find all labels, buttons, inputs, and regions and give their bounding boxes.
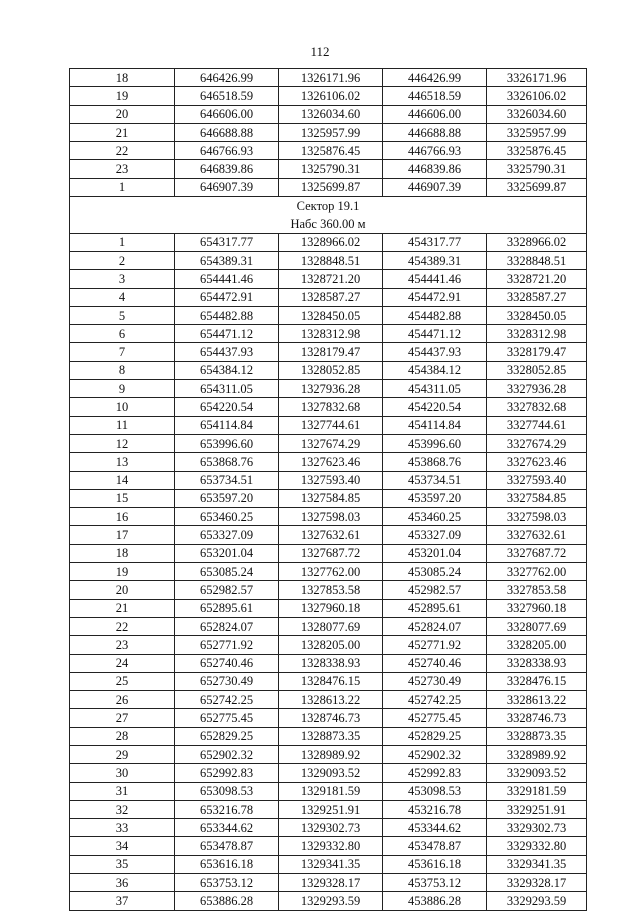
point-number-cell: 37 <box>70 892 175 910</box>
x-local-cell: 453734.51 <box>383 471 487 489</box>
table-row <box>70 563 587 581</box>
point-number-cell: 30 <box>70 764 175 782</box>
x-coord-cell: 653868.76 <box>175 453 279 471</box>
table-row <box>70 87 587 105</box>
x-coord-cell: 652740.46 <box>175 654 279 672</box>
y-coord-cell: 1329181.59 <box>279 782 383 800</box>
y-coord-cell: 1327960.18 <box>279 599 383 617</box>
y-coord-cell: 1329251.91 <box>279 800 383 818</box>
point-number-cell: 8 <box>70 361 175 379</box>
x-local-cell: 452775.45 <box>383 709 487 727</box>
y-coord-cell: 1329293.59 <box>279 892 383 910</box>
table-row <box>70 398 587 416</box>
x-coord-cell: 654317.77 <box>175 233 279 251</box>
table-row <box>70 343 587 361</box>
point-number-cell: 7 <box>70 343 175 361</box>
table-row <box>70 380 587 398</box>
x-coord-cell: 653085.24 <box>175 563 279 581</box>
x-local-cell: 452902.32 <box>383 745 487 763</box>
y-local-cell: 3327632.61 <box>487 526 587 544</box>
point-number-cell: 26 <box>70 691 175 709</box>
point-number-cell: 29 <box>70 745 175 763</box>
table-row <box>70 306 587 324</box>
y-local-cell: 3329341.35 <box>487 855 587 873</box>
x-local-cell: 446766.93 <box>383 142 487 160</box>
x-local-cell: 454114.84 <box>383 416 487 434</box>
point-number-cell: 16 <box>70 508 175 526</box>
table-body-after <box>70 233 587 910</box>
x-local-cell: 453868.76 <box>383 453 487 471</box>
point-number-cell: 21 <box>70 123 175 141</box>
y-coord-cell: 1327674.29 <box>279 434 383 452</box>
table-row <box>70 233 587 251</box>
y-coord-cell: 1328966.02 <box>279 233 383 251</box>
section-header <box>70 197 587 234</box>
y-local-cell: 3328587.27 <box>487 288 587 306</box>
table-row <box>70 764 587 782</box>
section-title-row <box>70 197 587 215</box>
x-coord-cell: 652771.92 <box>175 636 279 654</box>
point-number-cell: 14 <box>70 471 175 489</box>
point-number-cell: 28 <box>70 727 175 745</box>
y-local-cell: 3327623.46 <box>487 453 587 471</box>
point-number-cell: 5 <box>70 306 175 324</box>
table-row <box>70 142 587 160</box>
y-local-cell: 3327674.29 <box>487 434 587 452</box>
x-coord-cell: 653753.12 <box>175 874 279 892</box>
point-number-cell: 18 <box>70 69 175 87</box>
x-local-cell: 454471.12 <box>383 325 487 343</box>
x-coord-cell: 652992.83 <box>175 764 279 782</box>
y-local-cell: 3327744.61 <box>487 416 587 434</box>
x-local-cell: 453344.62 <box>383 819 487 837</box>
point-number-cell: 24 <box>70 654 175 672</box>
y-coord-cell: 1327584.85 <box>279 489 383 507</box>
x-coord-cell: 653734.51 <box>175 471 279 489</box>
table-row <box>70 874 587 892</box>
table-row <box>70 727 587 745</box>
y-coord-cell: 1327762.00 <box>279 563 383 581</box>
point-number-cell: 18 <box>70 544 175 562</box>
x-coord-cell: 653597.20 <box>175 489 279 507</box>
y-coord-cell: 1328052.85 <box>279 361 383 379</box>
y-coord-cell: 1327832.68 <box>279 398 383 416</box>
y-coord-cell: 1327623.46 <box>279 453 383 471</box>
y-local-cell: 3327832.68 <box>487 398 587 416</box>
table-row <box>70 855 587 873</box>
y-coord-cell: 1328587.27 <box>279 288 383 306</box>
y-coord-cell: 1325957.99 <box>279 123 383 141</box>
table-row <box>70 581 587 599</box>
x-local-cell: 454441.46 <box>383 270 487 288</box>
table-row <box>70 471 587 489</box>
y-coord-cell: 1326034.60 <box>279 105 383 123</box>
x-coord-cell: 646426.99 <box>175 69 279 87</box>
table-row <box>70 178 587 196</box>
table-row <box>70 636 587 654</box>
y-local-cell: 3329328.17 <box>487 874 587 892</box>
x-coord-cell: 654482.88 <box>175 306 279 324</box>
x-coord-cell: 654389.31 <box>175 251 279 269</box>
y-coord-cell: 1325699.87 <box>279 178 383 196</box>
y-coord-cell: 1327853.58 <box>279 581 383 599</box>
point-number-cell: 11 <box>70 416 175 434</box>
x-coord-cell: 653216.78 <box>175 800 279 818</box>
x-local-cell: 446518.59 <box>383 87 487 105</box>
y-local-cell: 3329293.59 <box>487 892 587 910</box>
y-coord-cell: 1327936.28 <box>279 380 383 398</box>
x-coord-cell: 653460.25 <box>175 508 279 526</box>
point-number-cell: 3 <box>70 270 175 288</box>
x-local-cell: 446426.99 <box>383 69 487 87</box>
x-local-cell: 452982.57 <box>383 581 487 599</box>
y-coord-cell: 1325790.31 <box>279 160 383 178</box>
table-row <box>70 892 587 910</box>
point-number-cell: 4 <box>70 288 175 306</box>
x-coord-cell: 653327.09 <box>175 526 279 544</box>
table-row <box>70 508 587 526</box>
point-number-cell: 23 <box>70 636 175 654</box>
y-coord-cell: 1327744.61 <box>279 416 383 434</box>
y-coord-cell: 1327632.61 <box>279 526 383 544</box>
x-coord-cell: 652824.07 <box>175 617 279 635</box>
x-local-cell: 453085.24 <box>383 563 487 581</box>
x-coord-cell: 646688.88 <box>175 123 279 141</box>
y-coord-cell: 1328848.51 <box>279 251 383 269</box>
y-coord-cell: 1328179.47 <box>279 343 383 361</box>
y-coord-cell: 1329302.73 <box>279 819 383 837</box>
x-local-cell: 454384.12 <box>383 361 487 379</box>
point-number-cell: 34 <box>70 837 175 855</box>
table-row <box>70 544 587 562</box>
x-coord-cell: 654471.12 <box>175 325 279 343</box>
section-subtitle-row <box>70 215 587 233</box>
table-row <box>70 251 587 269</box>
table-row <box>70 800 587 818</box>
table-row <box>70 691 587 709</box>
y-local-cell: 3328077.69 <box>487 617 587 635</box>
x-local-cell: 454482.88 <box>383 306 487 324</box>
x-local-cell: 454317.77 <box>383 233 487 251</box>
x-coord-cell: 646839.86 <box>175 160 279 178</box>
point-number-cell: 15 <box>70 489 175 507</box>
y-local-cell: 3328476.15 <box>487 672 587 690</box>
x-local-cell: 453098.53 <box>383 782 487 800</box>
table-body-before <box>70 69 587 197</box>
x-local-cell: 454220.54 <box>383 398 487 416</box>
table-row <box>70 672 587 690</box>
point-number-cell: 33 <box>70 819 175 837</box>
x-local-cell: 452824.07 <box>383 617 487 635</box>
y-local-cell: 3325790.31 <box>487 160 587 178</box>
table-row <box>70 526 587 544</box>
point-number-cell: 1 <box>70 233 175 251</box>
x-coord-cell: 653616.18 <box>175 855 279 873</box>
table-row <box>70 288 587 306</box>
table-row <box>70 325 587 343</box>
y-coord-cell: 1328338.93 <box>279 654 383 672</box>
x-coord-cell: 646907.39 <box>175 178 279 196</box>
y-coord-cell: 1328450.05 <box>279 306 383 324</box>
y-coord-cell: 1328476.15 <box>279 672 383 690</box>
y-local-cell: 3327762.00 <box>487 563 587 581</box>
y-coord-cell: 1327593.40 <box>279 471 383 489</box>
x-local-cell: 446606.00 <box>383 105 487 123</box>
y-coord-cell: 1328312.98 <box>279 325 383 343</box>
y-local-cell: 3328312.98 <box>487 325 587 343</box>
y-coord-cell: 1328873.35 <box>279 727 383 745</box>
y-local-cell: 3329332.80 <box>487 837 587 855</box>
x-local-cell: 453996.60 <box>383 434 487 452</box>
y-coord-cell: 1329093.52 <box>279 764 383 782</box>
x-local-cell: 453216.78 <box>383 800 487 818</box>
point-number-cell: 19 <box>70 563 175 581</box>
y-local-cell: 3326034.60 <box>487 105 587 123</box>
point-number-cell: 9 <box>70 380 175 398</box>
table-row <box>70 123 587 141</box>
x-coord-cell: 653886.28 <box>175 892 279 910</box>
y-coord-cell: 1326106.02 <box>279 87 383 105</box>
section-title: Сектор 19.1 <box>70 197 587 215</box>
point-number-cell: 21 <box>70 599 175 617</box>
point-number-cell: 6 <box>70 325 175 343</box>
point-number-cell: 31 <box>70 782 175 800</box>
y-local-cell: 3325876.45 <box>487 142 587 160</box>
y-local-cell: 3328966.02 <box>487 233 587 251</box>
y-coord-cell: 1327598.03 <box>279 508 383 526</box>
x-local-cell: 453460.25 <box>383 508 487 526</box>
y-coord-cell: 1329328.17 <box>279 874 383 892</box>
x-coord-cell: 653344.62 <box>175 819 279 837</box>
y-coord-cell: 1329341.35 <box>279 855 383 873</box>
coordinates-table <box>69 68 587 911</box>
table-row <box>70 434 587 452</box>
y-local-cell: 3329181.59 <box>487 782 587 800</box>
x-coord-cell: 653478.87 <box>175 837 279 855</box>
x-local-cell: 453597.20 <box>383 489 487 507</box>
y-local-cell: 3329302.73 <box>487 819 587 837</box>
x-local-cell: 452740.46 <box>383 654 487 672</box>
page-number: 112 <box>310 44 330 59</box>
table-row <box>70 782 587 800</box>
x-coord-cell: 654437.93 <box>175 343 279 361</box>
table-row <box>70 709 587 727</box>
x-coord-cell: 646606.00 <box>175 105 279 123</box>
x-local-cell: 446907.39 <box>383 178 487 196</box>
y-coord-cell: 1328205.00 <box>279 636 383 654</box>
x-coord-cell: 654311.05 <box>175 380 279 398</box>
y-local-cell: 3328613.22 <box>487 691 587 709</box>
x-coord-cell: 646766.93 <box>175 142 279 160</box>
y-local-cell: 3329251.91 <box>487 800 587 818</box>
x-local-cell: 452742.25 <box>383 691 487 709</box>
table-row <box>70 837 587 855</box>
y-local-cell: 3328873.35 <box>487 727 587 745</box>
point-number-cell: 10 <box>70 398 175 416</box>
x-local-cell: 454389.31 <box>383 251 487 269</box>
x-local-cell: 452730.49 <box>383 672 487 690</box>
y-local-cell: 3327584.85 <box>487 489 587 507</box>
y-local-cell: 3327853.58 <box>487 581 587 599</box>
point-number-cell: 22 <box>70 142 175 160</box>
point-number-cell: 36 <box>70 874 175 892</box>
x-local-cell: 453753.12 <box>383 874 487 892</box>
point-number-cell: 20 <box>70 105 175 123</box>
table-row <box>70 453 587 471</box>
y-coord-cell: 1328746.73 <box>279 709 383 727</box>
table-row <box>70 69 587 87</box>
point-number-cell: 22 <box>70 617 175 635</box>
x-coord-cell: 646518.59 <box>175 87 279 105</box>
point-number-cell: 27 <box>70 709 175 727</box>
table-row <box>70 416 587 434</box>
section-subtitle: Набс 360.00 м <box>70 215 587 233</box>
x-coord-cell: 652742.25 <box>175 691 279 709</box>
table-row <box>70 361 587 379</box>
x-coord-cell: 652895.61 <box>175 599 279 617</box>
y-local-cell: 3328205.00 <box>487 636 587 654</box>
y-local-cell: 3328179.47 <box>487 343 587 361</box>
x-coord-cell: 654384.12 <box>175 361 279 379</box>
y-local-cell: 3328848.51 <box>487 251 587 269</box>
table-row <box>70 617 587 635</box>
y-local-cell: 3329093.52 <box>487 764 587 782</box>
x-coord-cell: 653201.04 <box>175 544 279 562</box>
x-local-cell: 452771.92 <box>383 636 487 654</box>
x-local-cell: 454311.05 <box>383 380 487 398</box>
x-local-cell: 453478.87 <box>383 837 487 855</box>
y-local-cell: 3328052.85 <box>487 361 587 379</box>
point-number-cell: 32 <box>70 800 175 818</box>
x-coord-cell: 652829.25 <box>175 727 279 745</box>
x-local-cell: 454437.93 <box>383 343 487 361</box>
point-number-cell: 35 <box>70 855 175 873</box>
x-coord-cell: 652730.49 <box>175 672 279 690</box>
table-row <box>70 105 587 123</box>
x-coord-cell: 653098.53 <box>175 782 279 800</box>
x-coord-cell: 652902.32 <box>175 745 279 763</box>
x-local-cell: 446688.88 <box>383 123 487 141</box>
x-local-cell: 453886.28 <box>383 892 487 910</box>
y-local-cell: 3325699.87 <box>487 178 587 196</box>
y-local-cell: 3328989.92 <box>487 745 587 763</box>
x-local-cell: 454472.91 <box>383 288 487 306</box>
y-coord-cell: 1328989.92 <box>279 745 383 763</box>
y-coord-cell: 1326171.96 <box>279 69 383 87</box>
x-coord-cell: 652982.57 <box>175 581 279 599</box>
x-coord-cell: 654114.84 <box>175 416 279 434</box>
y-local-cell: 3328338.93 <box>487 654 587 672</box>
y-local-cell: 3325957.99 <box>487 123 587 141</box>
table-row <box>70 270 587 288</box>
y-local-cell: 3327687.72 <box>487 544 587 562</box>
table-row <box>70 745 587 763</box>
y-local-cell: 3328450.05 <box>487 306 587 324</box>
y-local-cell: 3326106.02 <box>487 87 587 105</box>
point-number-cell: 12 <box>70 434 175 452</box>
y-local-cell: 3326171.96 <box>487 69 587 87</box>
point-number-cell: 20 <box>70 581 175 599</box>
x-local-cell: 452992.83 <box>383 764 487 782</box>
point-number-cell: 13 <box>70 453 175 471</box>
y-local-cell: 3327598.03 <box>487 508 587 526</box>
x-coord-cell: 654220.54 <box>175 398 279 416</box>
point-number-cell: 1 <box>70 178 175 196</box>
y-local-cell: 3327960.18 <box>487 599 587 617</box>
x-coord-cell: 654472.91 <box>175 288 279 306</box>
y-coord-cell: 1325876.45 <box>279 142 383 160</box>
y-local-cell: 3327593.40 <box>487 471 587 489</box>
point-number-cell: 2 <box>70 251 175 269</box>
x-local-cell: 452829.25 <box>383 727 487 745</box>
point-number-cell: 19 <box>70 87 175 105</box>
y-local-cell: 3327936.28 <box>487 380 587 398</box>
point-number-cell: 23 <box>70 160 175 178</box>
table-row <box>70 599 587 617</box>
y-coord-cell: 1328721.20 <box>279 270 383 288</box>
point-number-cell: 17 <box>70 526 175 544</box>
x-local-cell: 453327.09 <box>383 526 487 544</box>
table-row <box>70 160 587 178</box>
y-local-cell: 3328746.73 <box>487 709 587 727</box>
y-coord-cell: 1327687.72 <box>279 544 383 562</box>
y-coord-cell: 1328077.69 <box>279 617 383 635</box>
x-local-cell: 452895.61 <box>383 599 487 617</box>
x-coord-cell: 654441.46 <box>175 270 279 288</box>
point-number-cell: 25 <box>70 672 175 690</box>
y-coord-cell: 1329332.80 <box>279 837 383 855</box>
y-coord-cell: 1328613.22 <box>279 691 383 709</box>
x-coord-cell: 653996.60 <box>175 434 279 452</box>
x-local-cell: 446839.86 <box>383 160 487 178</box>
table-row <box>70 819 587 837</box>
y-local-cell: 3328721.20 <box>487 270 587 288</box>
x-coord-cell: 652775.45 <box>175 709 279 727</box>
table-row <box>70 654 587 672</box>
table-row <box>70 489 587 507</box>
x-local-cell: 453616.18 <box>383 855 487 873</box>
x-local-cell: 453201.04 <box>383 544 487 562</box>
